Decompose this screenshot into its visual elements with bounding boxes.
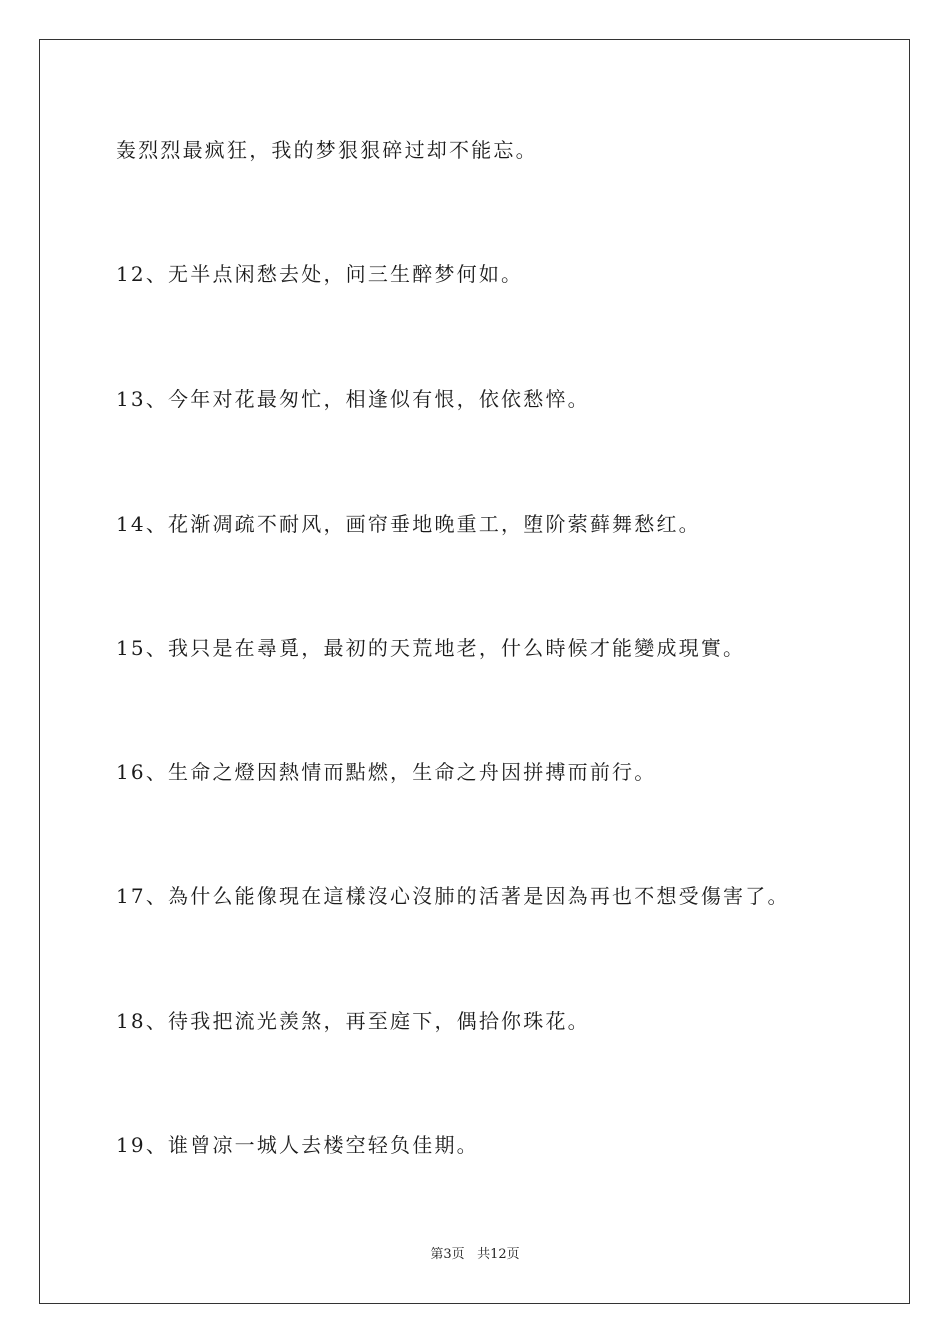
text-line-17: 17、為什么能像現在這樣沒心沒肺的活著是因為再也不想受傷害了。: [116, 884, 790, 908]
page-number: 第3页: [430, 1247, 465, 1262]
text-line-15: 15、我只是在尋覓，最初的天荒地老，什么時候才能變成現實。: [116, 636, 746, 660]
text-line-18: 18、待我把流光羡煞，再至庭下，偶拾你珠花。: [116, 1009, 590, 1033]
page-footer: [0, 1247, 950, 1263]
page-total: 共12页: [477, 1247, 520, 1262]
text-line-continuation: 轰烈烈最疯狂，我的梦狠狠碎过却不能忘。: [116, 138, 538, 162]
text-line-12: 12、无半点闲愁去处，问三生醉梦何如。: [116, 262, 524, 286]
page-border: [39, 39, 910, 1304]
text-line-13: 13、今年对花最匆忙，相逢似有恨，依依愁悴。: [116, 387, 590, 411]
text-line-14: 14、花渐凋疏不耐风，画帘垂地晚重工，堕阶萦藓舞愁红。: [116, 512, 701, 536]
text-line-19: 19、谁曾凉一城人去楼空轻负佳期。: [116, 1133, 479, 1157]
text-line-16: 16、生命之燈因熱情而點燃，生命之舟因拼搏而前行。: [116, 760, 657, 784]
